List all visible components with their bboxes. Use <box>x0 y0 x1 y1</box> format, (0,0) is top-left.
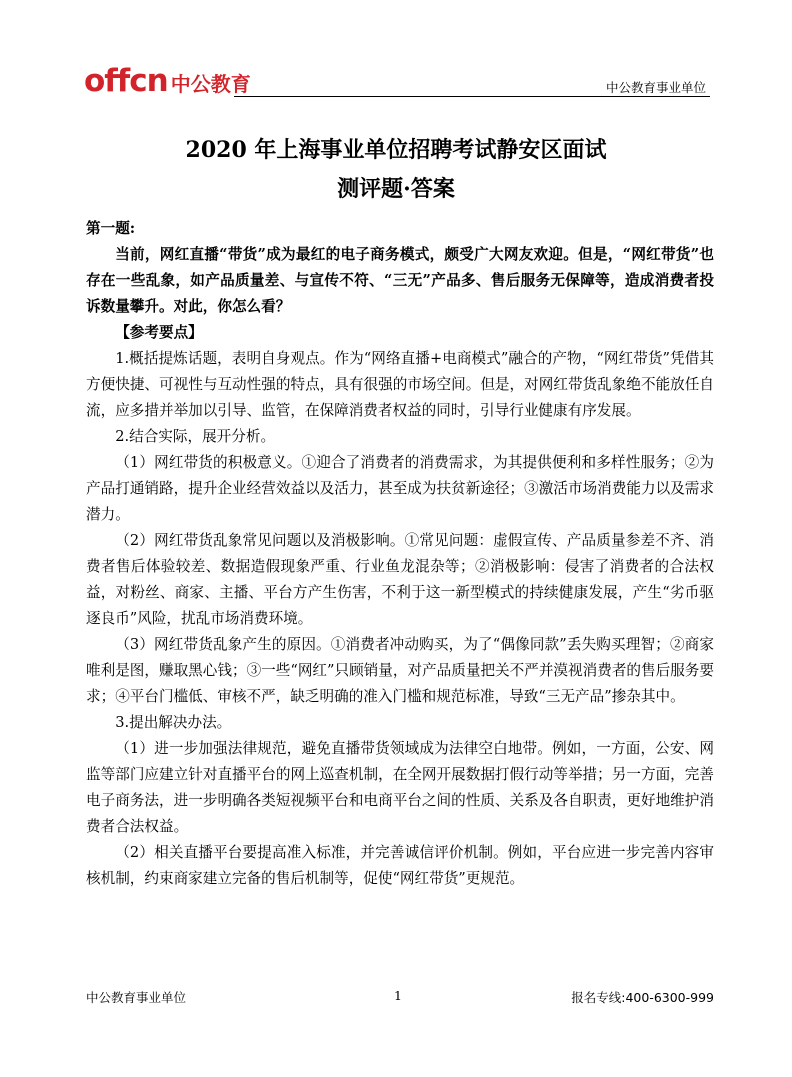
answer-paragraph: 3.提出解决办法。 <box>115 714 232 731</box>
answer-label: 【参考要点】 <box>115 324 203 341</box>
document-title-line1: 2020 年上海事业单位招聘考试静安区面试 <box>185 137 607 163</box>
offcn-logo <box>84 62 251 99</box>
header-right-text: 中公教育事业单位 <box>605 80 706 95</box>
document-body <box>86 216 714 892</box>
header-rule <box>234 96 710 97</box>
page-header <box>84 58 710 100</box>
answer-paragraph: 1.概括提炼话题，表明自身观点。作为“网络直播+电商模式”融合的产物，“网红带货”凭借其方便快捷、可视性与互动性强的特点，具有很强的市场空间。但是，对网红带货乱象绝不能放任自流，应多措并举加以引导、监管，在保障消费者权益的同时，引导行业健康有序发展。 <box>86 350 714 419</box>
question-label: 第一题: <box>86 220 136 237</box>
logo-text: 中公教育 <box>170 72 251 96</box>
footer-hotline: 报名专线:400-6300-999 <box>571 990 714 1005</box>
page-number: 1 <box>394 988 402 1003</box>
logo-mark: offcn <box>84 63 168 99</box>
document-title-line2: 测评题·答案 <box>337 176 455 202</box>
answer-paragraph: （1）进一步加强法律规范，避免直播带货领域成为法律空白地带。例如，一方面，公安、网监等部门应建立针对直播平台的网上巡查机制，在全网开展数据打假行动等举措；另一方面，完善电子商务法，进一步明确各类短视频平台和电商平台之间的性质、关系及各自职责，更好地维护消费者合法权益。 <box>86 740 714 835</box>
answer-paragraph: （1）网红带货的积极意义。①迎合了消费者的消费需求，为其提供便利和多样性服务；②为产品打通销路，提升企业经营效益以及活力，甚至成为扶贫新途径；③激活市场消费能力以及需求潜力。 <box>86 454 714 523</box>
answer-paragraph: （2）相关直播平台要提高准入标准，并完善诚信评价机制。例如，平台应进一步完善内容审核机制，约束商家建立完备的售后机制等，促使“网红带货”更规范。 <box>86 844 714 887</box>
footer-left-text: 中公教育事业单位 <box>86 990 187 1005</box>
answer-paragraph: （2）网红带货乱象常见问题以及消极影响。①常见问题：虚假宣传、产品质量参差不齐、消费者售后体验较差、数据造假现象严重、行业鱼龙混杂等；②消极影响：侵害了消费者的合法权益，对粉丝、商家、主播、平台方产生伤害，不利于这一新型模式的持续健康发展，产生“劣币驱逐良币”风险，扰乱市场消费环境。 <box>86 532 714 627</box>
answer-paragraph: 2.结合实际，展开分析。 <box>115 428 276 445</box>
question-text: 当前，网红直播“带货”成为最红的电子商务模式，颇受广大网友欢迎。但是，“网红带货”也存在一些乱象，如产品质量差、与宣传不符、“三无”产品多、售后服务无保障等，造成消费者投诉数量攀升。对此，你怎么看？ <box>86 246 714 315</box>
answer-paragraph: （3）网红带货乱象产生的原因。①消费者冲动购买，为了“偶像同款”丢失购买理智；②商家唯利是图，赚取黑心钱；③一些“网红”只顾销量，对产品质量把关不严并漠视消费者的售后服务要求；④平台门槛低、审核不严，缺乏明确的准入门槛和规范标准，导致“三无产品”掺杂其中。 <box>86 636 714 705</box>
